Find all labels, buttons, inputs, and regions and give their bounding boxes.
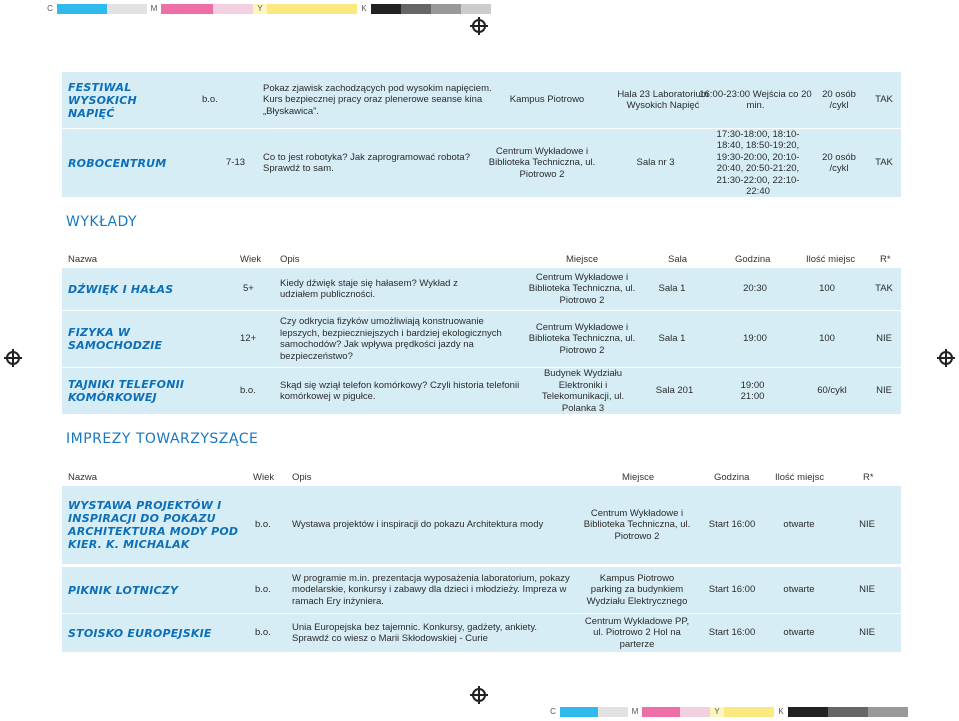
social-desc: W programie m.in. prezentacja wyposażenia laboratorium, pokazy modelarskie, konkursy i zabawy dla dzieci i młodzieży. Impreza w ramach Ery inżyniera. <box>292 572 570 607</box>
social-place: Centrum Wykładowe PP, ul. Piotrowo 2 Hol na parterze <box>584 615 690 650</box>
swatch <box>107 4 147 14</box>
table-row <box>62 268 901 310</box>
col-desc: Opis <box>292 472 312 483</box>
table-row <box>62 72 901 128</box>
col-name: Nazwa <box>68 254 98 265</box>
lecture-place: Centrum Wykładowe i Biblioteka Techniczna, ul. Piotrowo 2 <box>528 271 636 306</box>
event-desc: Co to jest robotyka? Jak zaprogramować robota? Sprawdź to sam. <box>263 151 470 174</box>
lecture-name: DŹWIĘK I HAŁAS <box>68 282 174 296</box>
col-place: Miejsce <box>622 472 655 483</box>
col-desc: Opis <box>280 254 300 265</box>
registration-mark-icon <box>470 17 488 35</box>
swatch: C <box>546 707 560 717</box>
social-time: Start 16:00 <box>708 627 756 639</box>
lecture-time: 19:00 21:00 <box>740 379 765 402</box>
lecture-name: FIZYKA W SAMOCHODZIE <box>68 326 163 352</box>
lecture-place: Budynek Wydziału Elektroniki i Telekomunikacji, ul. Polanka 3 <box>541 368 625 414</box>
lectures-header <box>62 251 901 269</box>
swatch: M <box>147 4 161 14</box>
table-row <box>62 486 901 564</box>
col-age: Wiek <box>253 472 275 483</box>
lecture-age: b.o. <box>240 385 256 397</box>
swatch <box>560 707 598 717</box>
event-age: b.o. <box>202 94 218 106</box>
event-reg: TAK <box>875 94 893 106</box>
event-age: 7-13 <box>226 157 246 169</box>
lecture-seats: 100 <box>819 333 835 345</box>
social-name: WYSTAWA PROJEKTÓW I INSPIRACJI DO POKAZU ARCHITEKTURA MODY POD KIER. K. MICHALAK <box>68 499 239 551</box>
col-time: Godzina <box>735 254 771 265</box>
top-color-bar <box>43 4 491 14</box>
lecture-seats: 100 <box>819 283 835 295</box>
lecture-name: TAJNIKI TELEFONII KOMÓRKOWEJ <box>68 378 185 404</box>
swatch <box>213 4 253 14</box>
event-place: Kampus Piotrowo <box>509 94 585 106</box>
event-room: Sala nr 3 <box>636 157 675 169</box>
swatch <box>724 707 774 717</box>
event-seats: 20 osób /cykl <box>822 88 856 111</box>
social-time: Start 16:00 <box>708 584 756 596</box>
social-seats: otwarte <box>783 584 815 596</box>
lecture-time: 20:30 <box>743 283 767 295</box>
swatch: Y <box>253 4 267 14</box>
swatch <box>401 4 431 14</box>
swatch <box>371 4 401 14</box>
lecture-reg: NIE <box>876 385 892 397</box>
event-room: Hala 23 Laboratorium Wysokich Napięć <box>617 88 709 111</box>
table-row <box>62 368 901 414</box>
col-seats: Ilość miejsc <box>806 254 856 265</box>
social-header <box>62 469 901 487</box>
lecture-age: 12+ <box>240 333 257 345</box>
social-age: b.o. <box>255 584 271 596</box>
social-reg: NIE <box>859 627 875 639</box>
bottom-color-bar <box>546 707 908 717</box>
swatch: C <box>43 4 57 14</box>
lecture-room: Sala 1 <box>658 333 686 345</box>
col-age: Wiek <box>240 254 262 265</box>
swatch <box>161 4 213 14</box>
lecture-place: Centrum Wykładowe i Biblioteka Techniczna, ul. Piotrowo 2 <box>528 321 636 356</box>
lecture-reg: NIE <box>876 333 892 345</box>
col-reg: R* <box>880 254 891 265</box>
social-desc: Wystawa projektów i inspiracji do pokazu Architektura mody <box>292 519 544 531</box>
registration-mark-icon <box>470 686 488 704</box>
lecture-time: 19:00 <box>743 333 767 345</box>
swatch <box>868 707 908 717</box>
registration-mark-icon <box>937 349 955 367</box>
col-room: Sala <box>668 254 688 265</box>
swatch <box>431 4 461 14</box>
lecture-desc: Kiedy dźwięk staje się hałasem? Wykład z udziałem publiczności. <box>280 277 458 300</box>
swatch: K <box>357 4 371 14</box>
col-time: Godzina <box>714 472 750 483</box>
section-heading-lectures: WYKŁADY <box>66 214 138 230</box>
lecture-desc: Skąd się wziął telefon komórkowy? Czyli historia telefonii komórkowej w pigułce. <box>280 379 520 402</box>
section-heading-social: IMPREZY TOWARZYSZĄCE <box>66 431 259 447</box>
social-name: PIKNIK LOTNICZY <box>68 583 179 597</box>
social-age: b.o. <box>255 627 271 639</box>
swatch <box>828 707 868 717</box>
event-time: 17:30-18:00, 18:10-18:40, 18:50-19:20, 19:30-20:00, 20:10-20:40, 20:50-21:20, 21:30-22:00, 22:10-22:40 <box>716 128 800 197</box>
event-name: ROBOCENTRUM <box>68 156 167 170</box>
swatch <box>642 707 680 717</box>
social-age: b.o. <box>255 519 271 531</box>
swatch <box>598 707 628 717</box>
lecture-reg: TAK <box>875 283 893 295</box>
lecture-room: Sala 201 <box>655 385 694 397</box>
social-reg: NIE <box>859 584 875 596</box>
social-seats: otwarte <box>783 627 815 639</box>
swatch <box>788 707 828 717</box>
event-seats: 20 osób /cykl <box>822 151 856 174</box>
col-seats: Ilość miejsc <box>775 472 825 483</box>
col-place: Miejsce <box>566 254 599 265</box>
swatch <box>267 4 357 14</box>
event-desc: Pokaz zjawisk zachodzących pod wysokim napięciem. Kurs bezpiecznej pracy oraz plenerowe seanse kina „Błyskawica”. <box>263 82 492 117</box>
social-desc: Unia Europejska bez tajemnic. Konkursy, gadżety, ankiety. Sprawdź co wiesz o Marii Skłodowskiej - Curie <box>292 621 538 644</box>
social-place: Centrum Wykładowe i Biblioteka Techniczna, ul. Piotrowo 2 <box>583 507 691 542</box>
swatch <box>57 4 107 14</box>
lecture-room: Sala 1 <box>658 283 686 295</box>
table-row <box>62 614 901 652</box>
swatch: M <box>628 707 642 717</box>
event-reg: TAK <box>875 157 893 169</box>
event-time: 16:00-23:00 Wejścia co 20 min. <box>699 88 812 111</box>
social-place: Kampus Piotrowo parking za budynkiem Wydziału Elektrycznego <box>586 572 688 607</box>
table-row <box>62 311 901 367</box>
social-time: Start 16:00 <box>708 519 756 531</box>
table-row <box>62 567 901 613</box>
col-name: Nazwa <box>68 472 98 483</box>
lecture-seats: 60/cykl <box>817 385 847 397</box>
swatch <box>461 4 491 14</box>
registration-mark-icon <box>4 349 22 367</box>
swatch: Y <box>710 707 724 717</box>
event-place: Centrum Wykładowe i Biblioteka Techniczna, ul. Piotrowo 2 <box>488 145 596 180</box>
swatch <box>680 707 710 717</box>
lecture-desc: Czy odkrycia fizyków umożliwiają konstruowanie lepszych, bezpieczniejszych i bardziej ekologicznych samochodów? Jak wpływa prędkości jazdy na bezpieczeństwo? <box>280 316 502 362</box>
event-name: FESTIWAL WYSOKICH NAPIĘĆ <box>68 80 137 120</box>
social-seats: otwarte <box>783 519 815 531</box>
swatch: K <box>774 707 788 717</box>
social-reg: NIE <box>859 519 875 531</box>
col-reg: R* <box>863 472 874 483</box>
social-name: STOISKO EUROPEJSKIE <box>68 626 212 640</box>
table-row <box>62 129 901 197</box>
lecture-age: 5+ <box>243 283 254 295</box>
